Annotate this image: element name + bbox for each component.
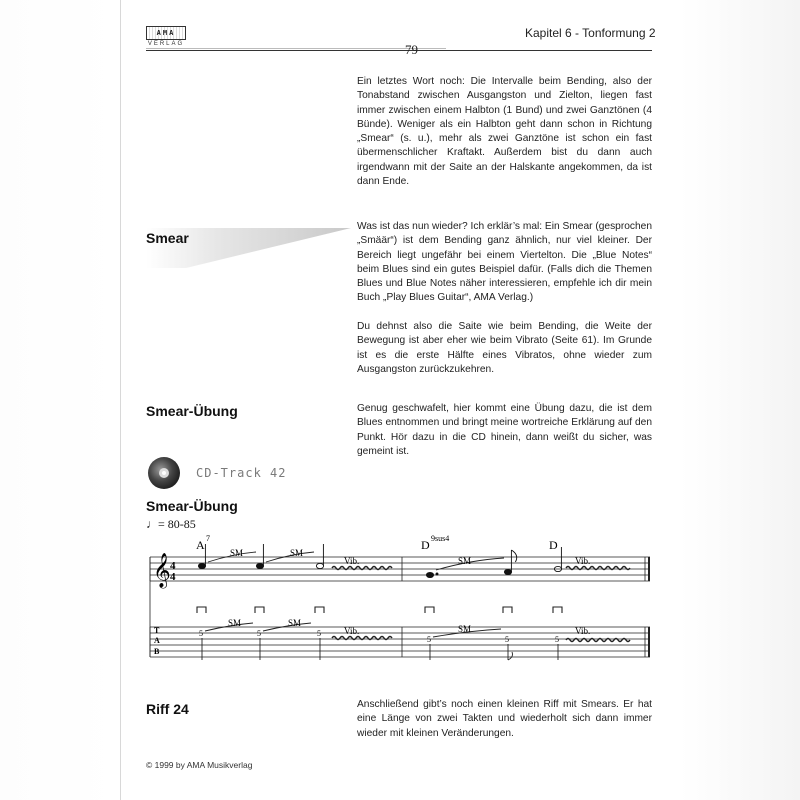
logo-subtitle: VERLAG xyxy=(147,41,185,47)
publisher-logo xyxy=(146,26,186,47)
treble-clef: 𝄞 xyxy=(153,554,171,587)
smear-paragraph-2: Du dehnst also die Saite wie beim Bending, die Weite der Bewegung ist aber eher wie beim Vibrato (Seite 61). Im Grunde ist es die erste Hälfte eines Vibratos, ohne wieder zum Ausgangston zurückzukehren. xyxy=(357,321,652,375)
exercise-heading: Smear-Übung xyxy=(146,403,238,419)
cd-track-indicator xyxy=(146,455,286,491)
page-edge xyxy=(120,0,121,800)
exercise-paragraph: Genug geschwafelt, hier kommt eine Übung dazu, die ist dem Blues entnommen und bringt meine wortreiche Erklärung auf den Punkt. Hör dazu in die CD hinein, dann weißt du sicher, was gemeint ist. xyxy=(357,403,652,457)
tab-smear-marking: SM xyxy=(288,618,302,628)
tab-letter: T xyxy=(154,626,160,635)
chord-symbol xyxy=(421,534,449,552)
staff-notes xyxy=(198,544,561,578)
cd-track-label: CD-Track 42 xyxy=(196,466,287,480)
tab-smear-marking: SM xyxy=(458,624,472,634)
fret-number: 5 xyxy=(427,635,431,644)
fret-number: 5 xyxy=(317,629,321,638)
header-rule-light xyxy=(146,48,446,49)
chord-root: A xyxy=(196,538,205,552)
logo-mark: AMA xyxy=(146,26,186,40)
tempo-marking: ♩= 80-85 xyxy=(146,517,196,531)
tab-staff xyxy=(150,557,650,657)
fret-number: 5 xyxy=(555,635,559,644)
note-flag xyxy=(511,550,516,562)
header-rule xyxy=(146,50,652,51)
fret-number: 5 xyxy=(257,629,261,638)
vibrato-marking: Vib. xyxy=(575,556,591,566)
time-signature-bottom: 4 xyxy=(170,571,176,583)
pick-stroke-marks xyxy=(197,607,562,613)
smear-marking: SM xyxy=(290,548,304,558)
half-note xyxy=(316,563,323,568)
riff-heading: Riff 24 xyxy=(146,701,189,717)
smear-marking: SM xyxy=(458,556,472,566)
riff-paragraph: Anschließend gibt’s noch einen kleinen Riff mit Smears. Er hat eine Länge von zwei Takten und wiederholt sich dann immer wieder mit kleinen Veränderungen. xyxy=(357,699,652,739)
fret-number: 5 xyxy=(199,629,203,638)
vibrato-marking: Vib. xyxy=(344,556,360,566)
chord-root: D xyxy=(421,538,430,552)
intro-paragraph: Ein letztes Wort noch: Die Intervalle beim Bending, also der Tonabstand zwischen Ausgangston und Zielton, liegen fast immer zwischen einem Halbton (1 Bund) und zwei Ganztönen (4 Bünde). Weniger als ein Halbton geht dann schon in Richtung „Smear“ (s. u.), mehr als zwei Ganztöne ist schon ein fast übermenschlicher Kraftakt. Außerdem bist du dann auch irgendwann mit der Saite an der Halskante angekommen, da ist dann Ende. xyxy=(357,76,652,188)
tab-vibrato-marking: Vib. xyxy=(575,626,591,636)
page-number: 79 xyxy=(405,42,418,57)
chord-symbol xyxy=(196,534,210,552)
tab-letter: A xyxy=(154,636,160,645)
note xyxy=(426,572,433,577)
chord-root: D xyxy=(549,538,558,552)
smear-paragraph-1: Was ist das nun wieder? Ich erklär’s mal: Ein Smear (gesprochen „Smäär“) ist dem Bending ganz ähnlich, nur viel kleiner. Der Bereich liegt ungefähr bei einem Viertelton. Die „Blue Notes“ beim Blues sind ein gutes Beispiel dafür. (Falls dich die Themen Blues und Blue Notes näher interessieren, empfehle ich dir mein Buch „Play Blues Guitar“, AMA Verlag.) xyxy=(357,221,652,304)
tab-vibrato-marking: Vib. xyxy=(344,626,360,636)
chord-extension: 9sus4 xyxy=(431,534,450,543)
copyright-notice: © 1999 by AMA Musikverlag xyxy=(146,760,253,770)
note xyxy=(504,569,511,574)
tab-frets xyxy=(199,629,559,644)
time-signature-top: 4 xyxy=(170,560,176,572)
fret-number: 5 xyxy=(505,635,509,644)
chapter-title: Kapitel 6 - Tonformung 2 xyxy=(525,26,656,40)
note xyxy=(256,563,263,568)
chord-symbol xyxy=(549,538,558,552)
notation-heading: Smear-Übung xyxy=(146,498,238,514)
dot xyxy=(436,573,438,575)
tab-smear-marking: SM xyxy=(228,618,242,628)
music-notation xyxy=(140,530,660,665)
chord-extension: 7 xyxy=(206,534,210,543)
cd-icon xyxy=(146,455,182,491)
tab-letter: B xyxy=(154,647,160,656)
note xyxy=(198,563,205,568)
smear-heading: Smear xyxy=(146,230,189,246)
smear-marking: SM xyxy=(230,548,244,558)
